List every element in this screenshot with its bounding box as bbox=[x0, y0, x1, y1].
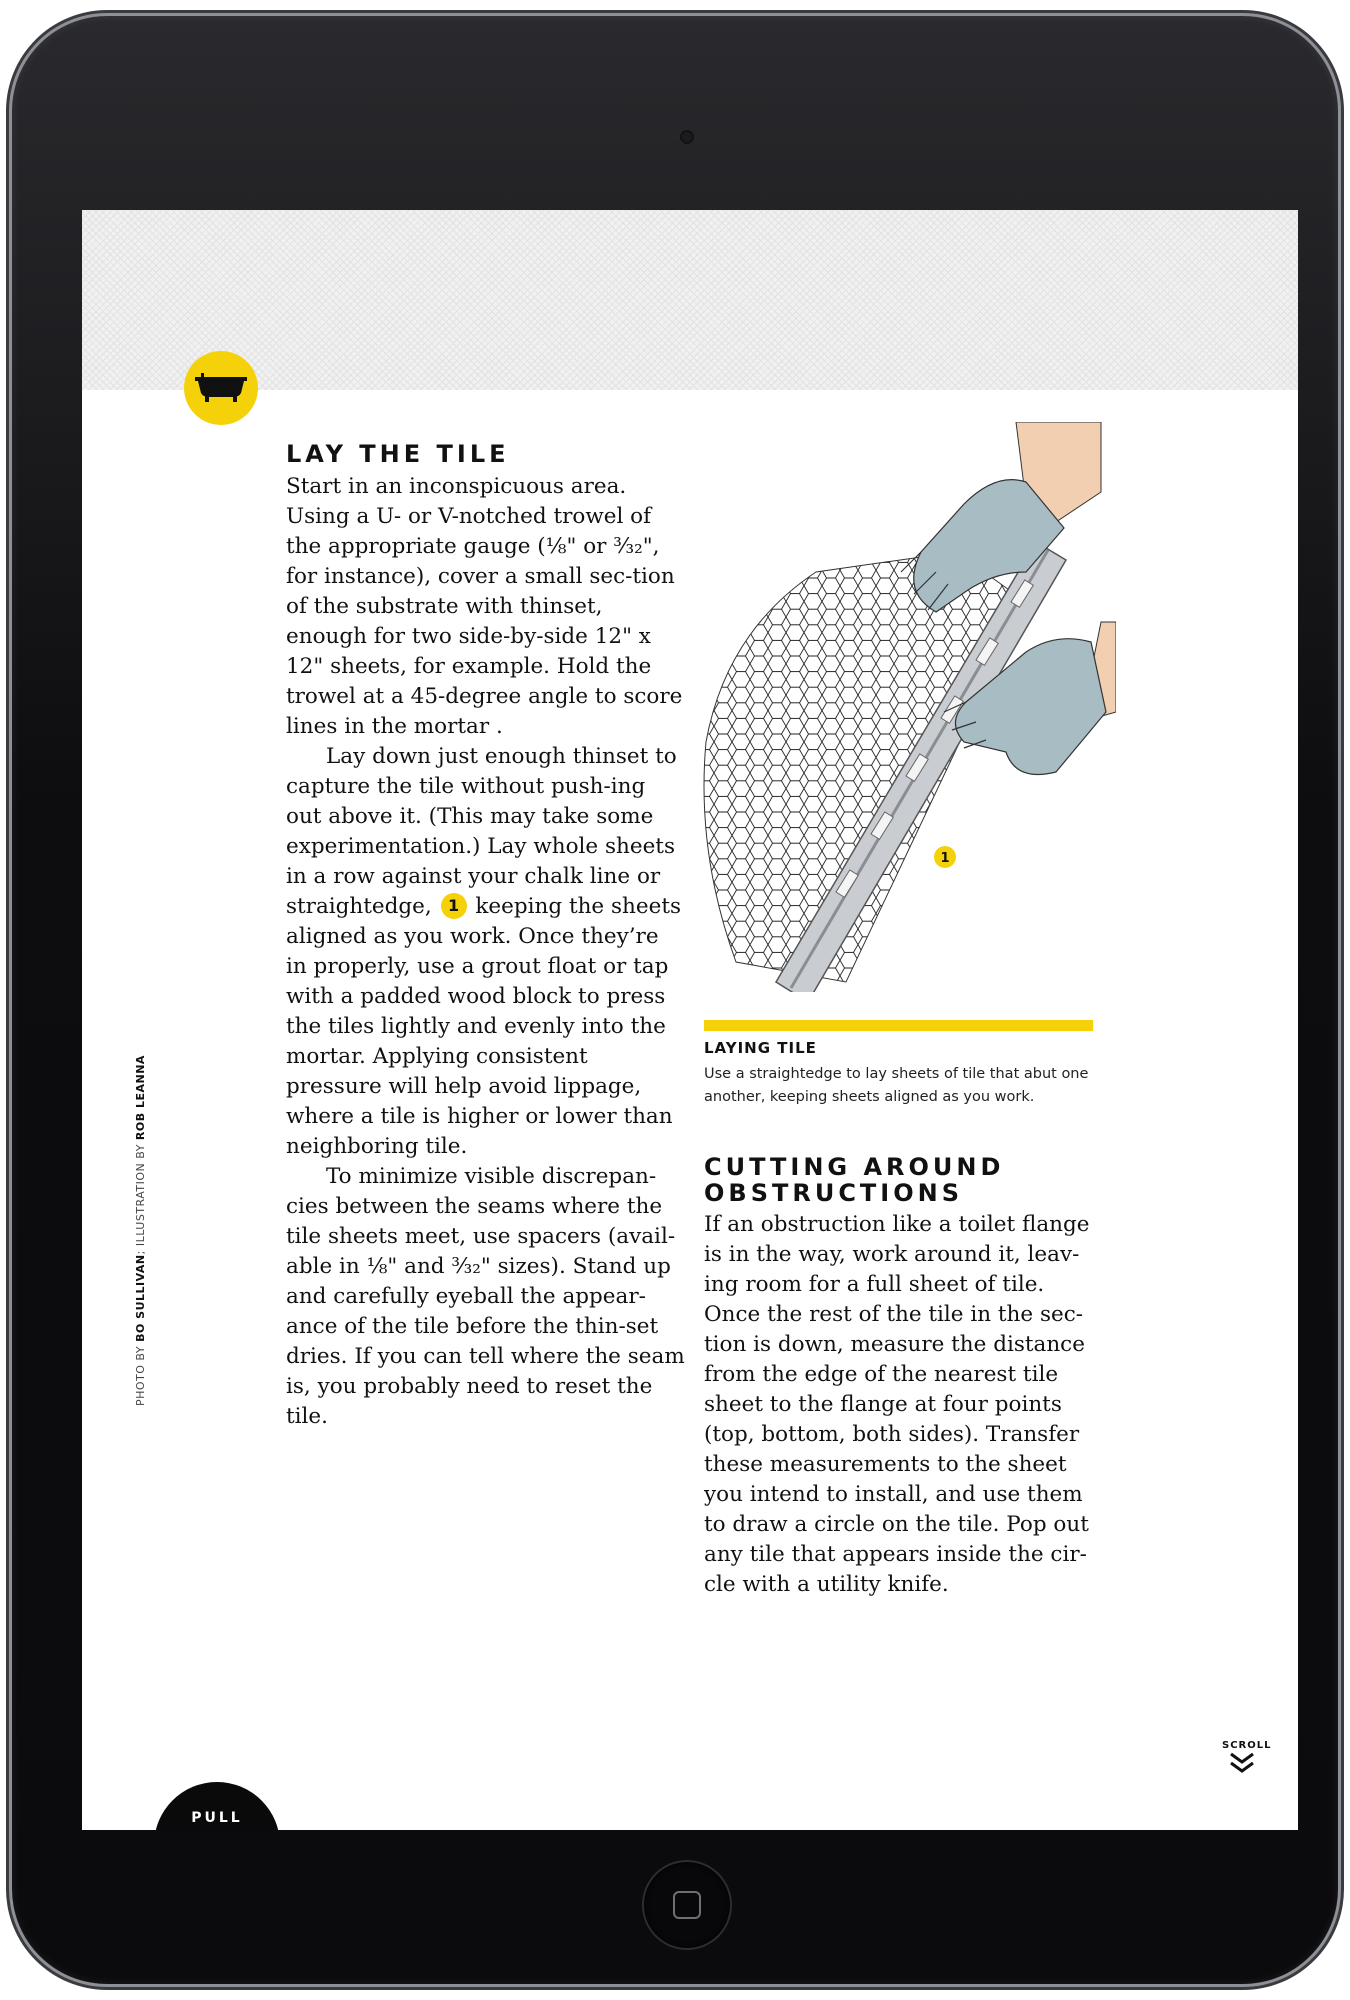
laying-tile-illustration bbox=[696, 422, 1116, 992]
lay-the-tile-column bbox=[286, 440, 686, 1432]
figure-callout-number: 1 bbox=[940, 851, 950, 866]
credit-prefix: PHOTO BY bbox=[134, 1341, 147, 1406]
credit-line bbox=[134, 1055, 147, 1406]
section-heading: LAY THE TILE bbox=[286, 440, 510, 468]
caption-rule bbox=[704, 1020, 1093, 1031]
bathtub-icon bbox=[195, 371, 247, 405]
photographer-name: BO SULLIVAN bbox=[134, 1254, 147, 1342]
paragraph-text: keeping the sheets aligned as you work. Once they’re in properly, use a grout float or tap with a padded wood block to press the tiles lightly and evenly into the mortar. Applying consistent pressure will help avoid lippage, where a tile is higher or lower than neighboring tile. bbox=[286, 894, 681, 1159]
caption-title: LAYING TILE bbox=[704, 1039, 817, 1057]
credit-prefix: ; ILLUSTRATION BY bbox=[134, 1140, 147, 1255]
pull-label: PULL bbox=[191, 1810, 243, 1826]
magazine-page[interactable] bbox=[82, 210, 1298, 1830]
double-chevron-down-icon bbox=[1227, 1751, 1257, 1775]
callout-badge: 1 bbox=[441, 893, 467, 919]
paragraph: To minimize visible discrepan-cies between the seams where the tile sheets meet, use spacers (avail-able in ⅛" and ³⁄₃₂" sizes). Stand up and carefully eyeball the appear-ance of the tile before the thin-set dries. If you can tell where the seam is, you probably need to reset the tile. bbox=[286, 1164, 685, 1429]
paragraph-text: Lay down just enough thinset to capture the tile without push-ing out above it. (This may take some experimentation.) Lay whole sheets in a row against your chalk line or straightedge, bbox=[286, 744, 677, 919]
front-camera bbox=[680, 130, 694, 144]
paragraph bbox=[286, 742, 686, 1162]
illustrator-name: ROB LEANNA bbox=[134, 1055, 147, 1141]
section-badge bbox=[184, 351, 258, 425]
header-pattern bbox=[82, 210, 1298, 390]
scroll-indicator[interactable] bbox=[1222, 1740, 1272, 1780]
paragraph: If an obstruction like a toilet flange is in the way, work around it, leav-ing room for a full sheet of tile. Once the rest of the tile in the sec-tion is down, measure the distance from the edge of the nearest tile sheet to the flange at four points (top, bottom, both sides). Transfer these measurements to the sheet you intend to install, and use them to draw a circle on the tile. Pop out any tile that appears inside the cir-cle with a utility knife. bbox=[704, 1212, 1090, 1597]
section-heading: CUTTING AROUND OBSTRUCTIONS bbox=[704, 1153, 1005, 1207]
paragraph: Start in an inconspicuous area. Using a U- or V-notched trowel of the appropriate gauge (⅛" or ³⁄₃₂", for instance), cover a small sec-tion of the substrate with thinset, enough for two side-by-side 12" x 12" sheets, for example. Hold the trowel at a 45-degree angle to score lines in the mortar . bbox=[286, 474, 683, 739]
home-square-icon bbox=[673, 1891, 701, 1919]
pull-tab-button[interactable] bbox=[154, 1782, 280, 1830]
tablet-device bbox=[12, 16, 1338, 1984]
cutting-around-obstructions-column bbox=[704, 1154, 1104, 1600]
caption-text: Use a straightedge to lay sheets of tile that abut one another, keeping sheets aligned as you work. bbox=[704, 1066, 1089, 1105]
home-button[interactable] bbox=[644, 1862, 730, 1948]
scroll-label: SCROLL bbox=[1222, 1740, 1272, 1751]
